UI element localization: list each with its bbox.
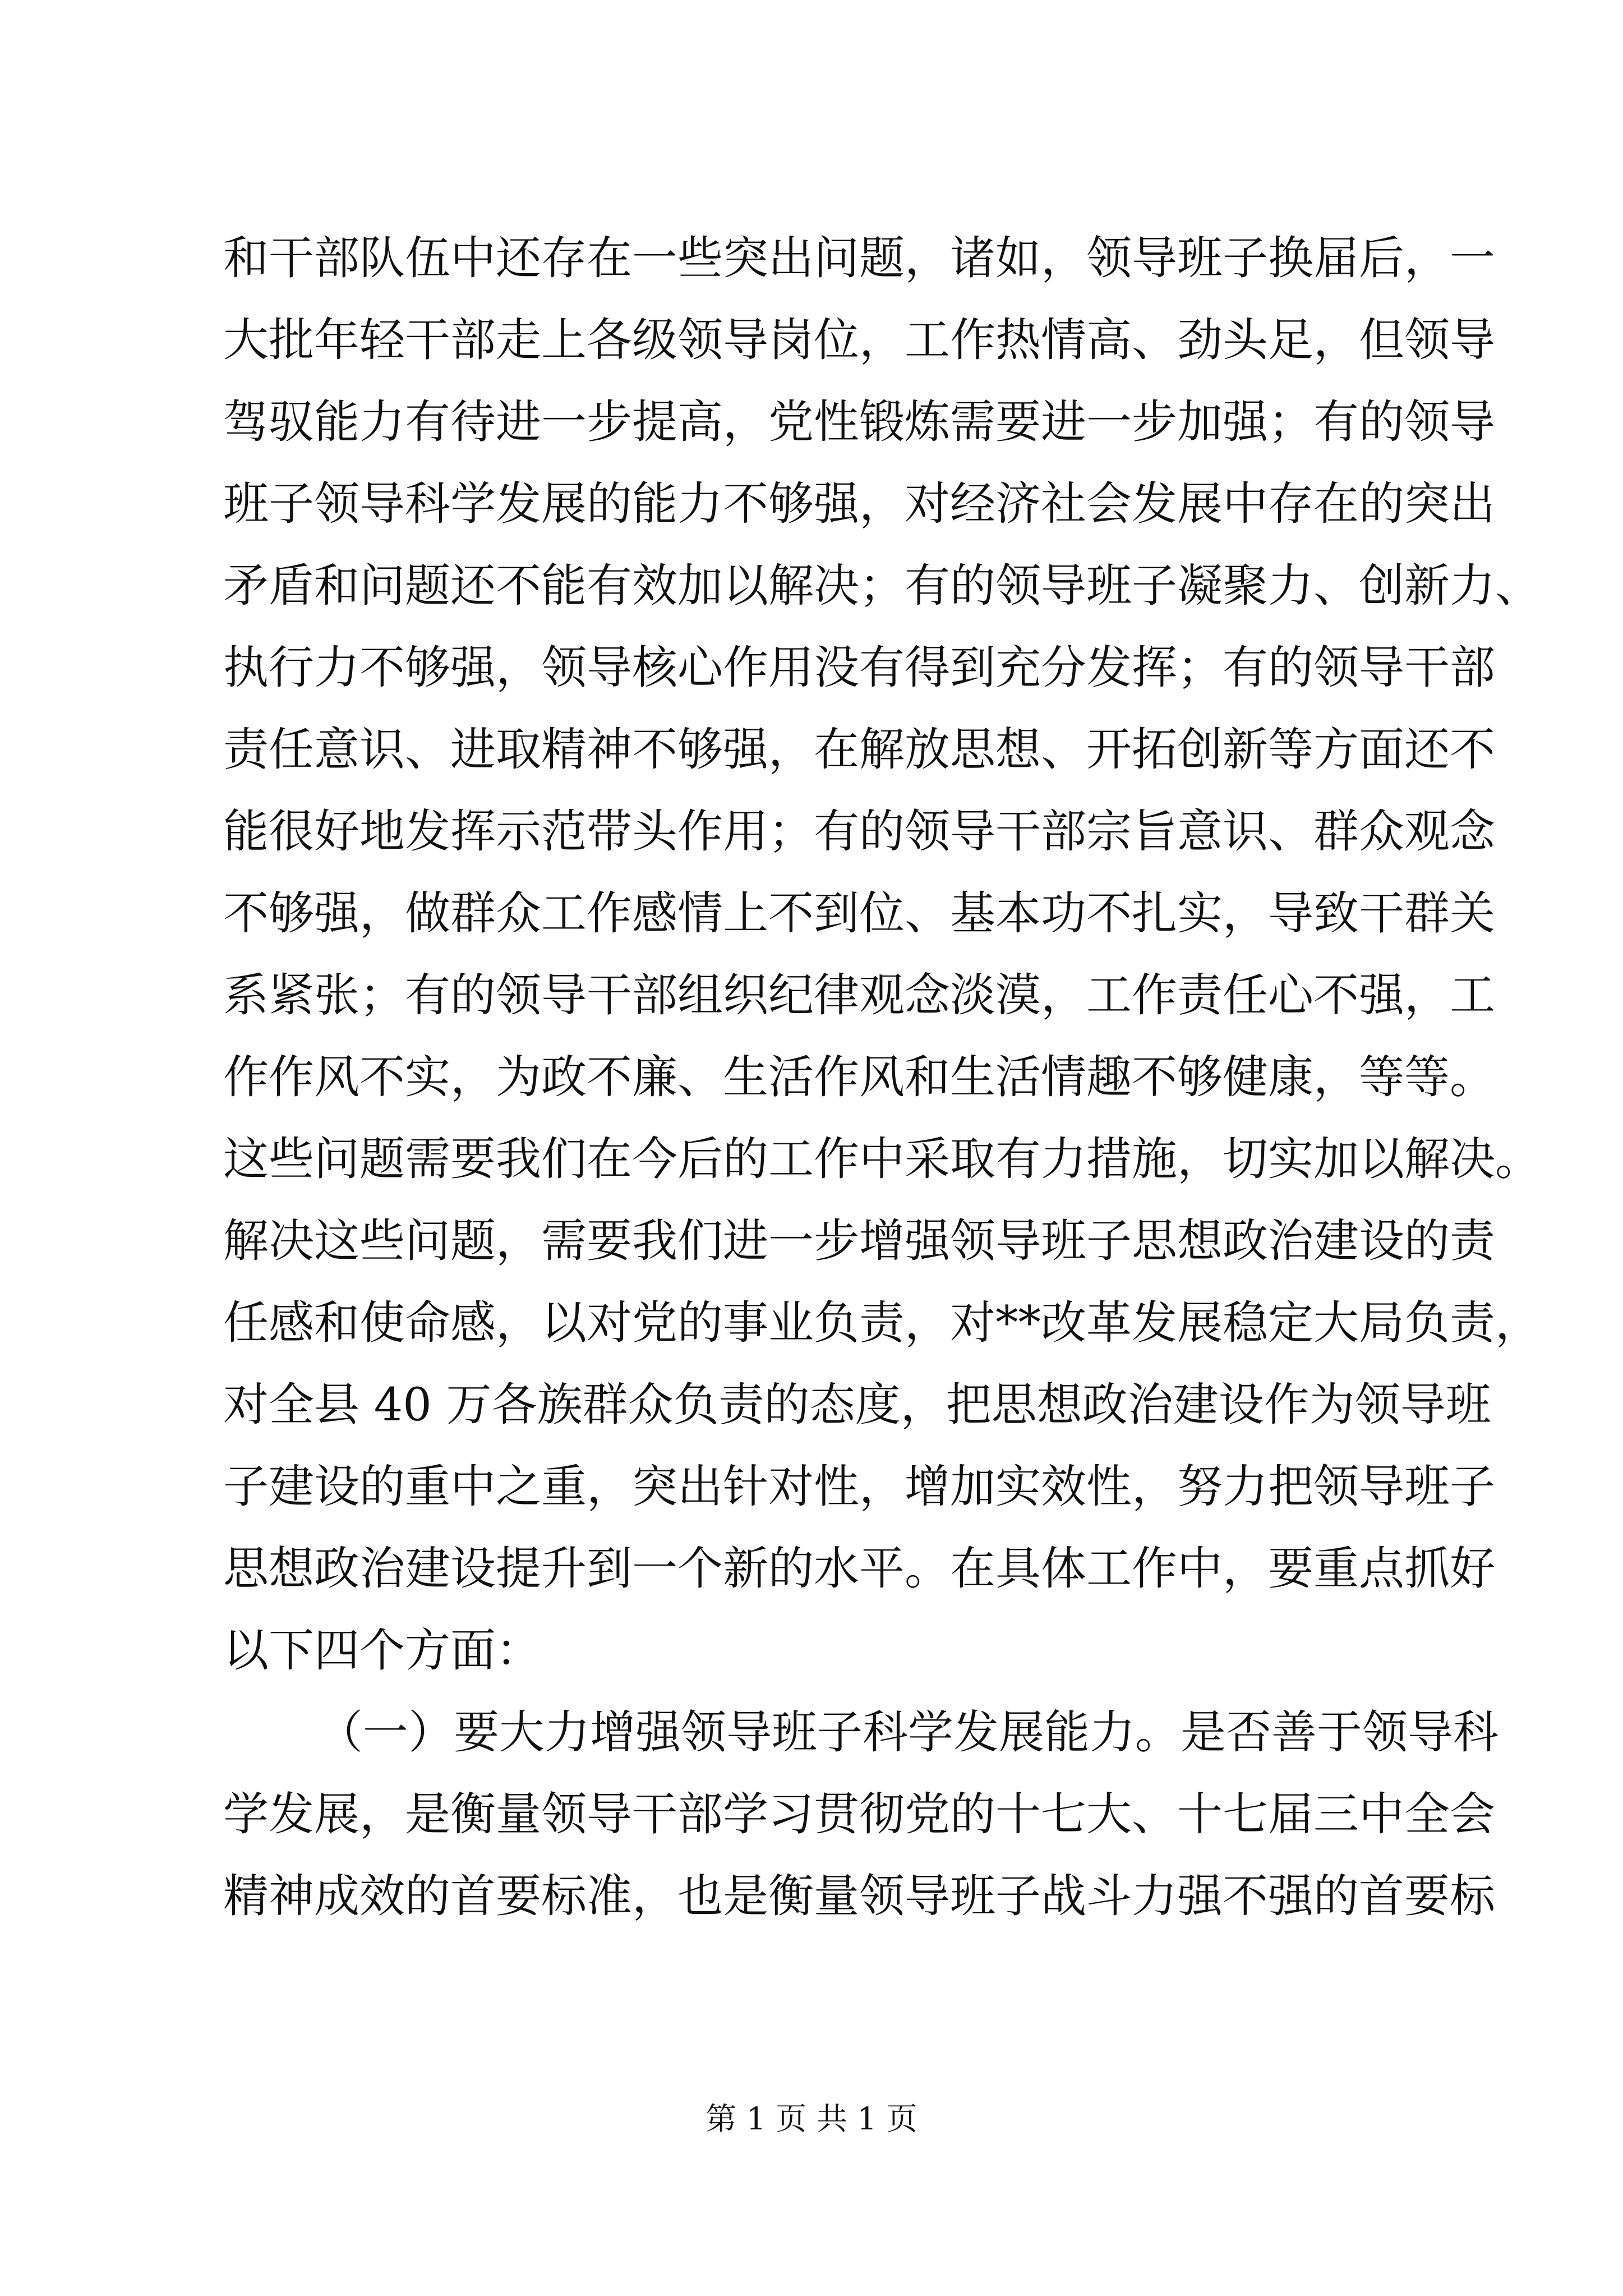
text-line: 不够强，做群众工作感情上不到位、基本功不扎实，导致干群关 [223,887,1496,940]
text-line: 解决这些问题，需要我们进一步增强领导班子思想政治建设的责 [223,1215,1496,1268]
page-footer: 第 1 页 共 1 页 [706,2101,917,2137]
text-line: 学发展，是衡量领导干部学习贯彻党的十七大、十七届三中全会 [223,1788,1496,1841]
text-line: 思想政治建设提升到一个新的水平。在具体工作中，要重点抓好 [223,1543,1496,1595]
text-line: 矛盾和问题还不能有效加以解决；有的领导班子凝聚力、创新力、 [223,560,1541,613]
text-line: 班子领导科学发展的能力不够强，对经济社会发展中存在的突出 [223,478,1496,531]
text-line: 能很好地发挥示范带头作用；有的领导干部宗旨意识、群众观念 [223,806,1496,858]
text-line: 责任意识、进取精神不够强，在解放思想、开拓创新等方面还不 [223,724,1496,776]
section-heading-line: （一）要大力增强领导班子科学发展能力。是否善于领导科 [317,1706,1499,1759]
text-line: 以下四个方面： [223,1625,542,1677]
text-line: 系紧张；有的领导干部组织纪律观念淡漠，工作责任心不强，工 [223,969,1496,1022]
text-line: 驾驭能力有待进一步提高，党性锻炼需要进一步加强；有的领导 [223,396,1496,449]
text-line: 任感和使命感，以对党的事业负责，对**改革发展稳定大局负责， [223,1297,1541,1350]
text-line: 这些问题需要我们在今后的工作中采取有力措施，切实加以解决。 [223,1133,1541,1186]
text-line: 对全县 40 万各族群众负责的态度，把思想政治建设作为领导班 [223,1379,1491,1432]
text-line: 精神成效的首要标准，也是衡量领导班子战斗力强不强的首要标 [223,1870,1496,1923]
text-line: 执行力不够强，领导核心作用没有得到充分发挥；有的领导干部 [223,642,1496,694]
body-text [223,218,1541,1938]
text-line: 子建设的重中之重，突出针对性，增加实效性，努力把领导班子 [223,1461,1496,1513]
text-line: 和干部队伍中还存在一些突出问题，诸如，领导班子换届后，一 [223,232,1496,285]
text-line: 大批年轻干部走上各级领导岗位，工作热情高、劲头足，但领导 [223,314,1496,367]
text-line: 作作风不实，为政不廉、生活作风和生活情趣不够健康，等等。 [223,1051,1496,1104]
